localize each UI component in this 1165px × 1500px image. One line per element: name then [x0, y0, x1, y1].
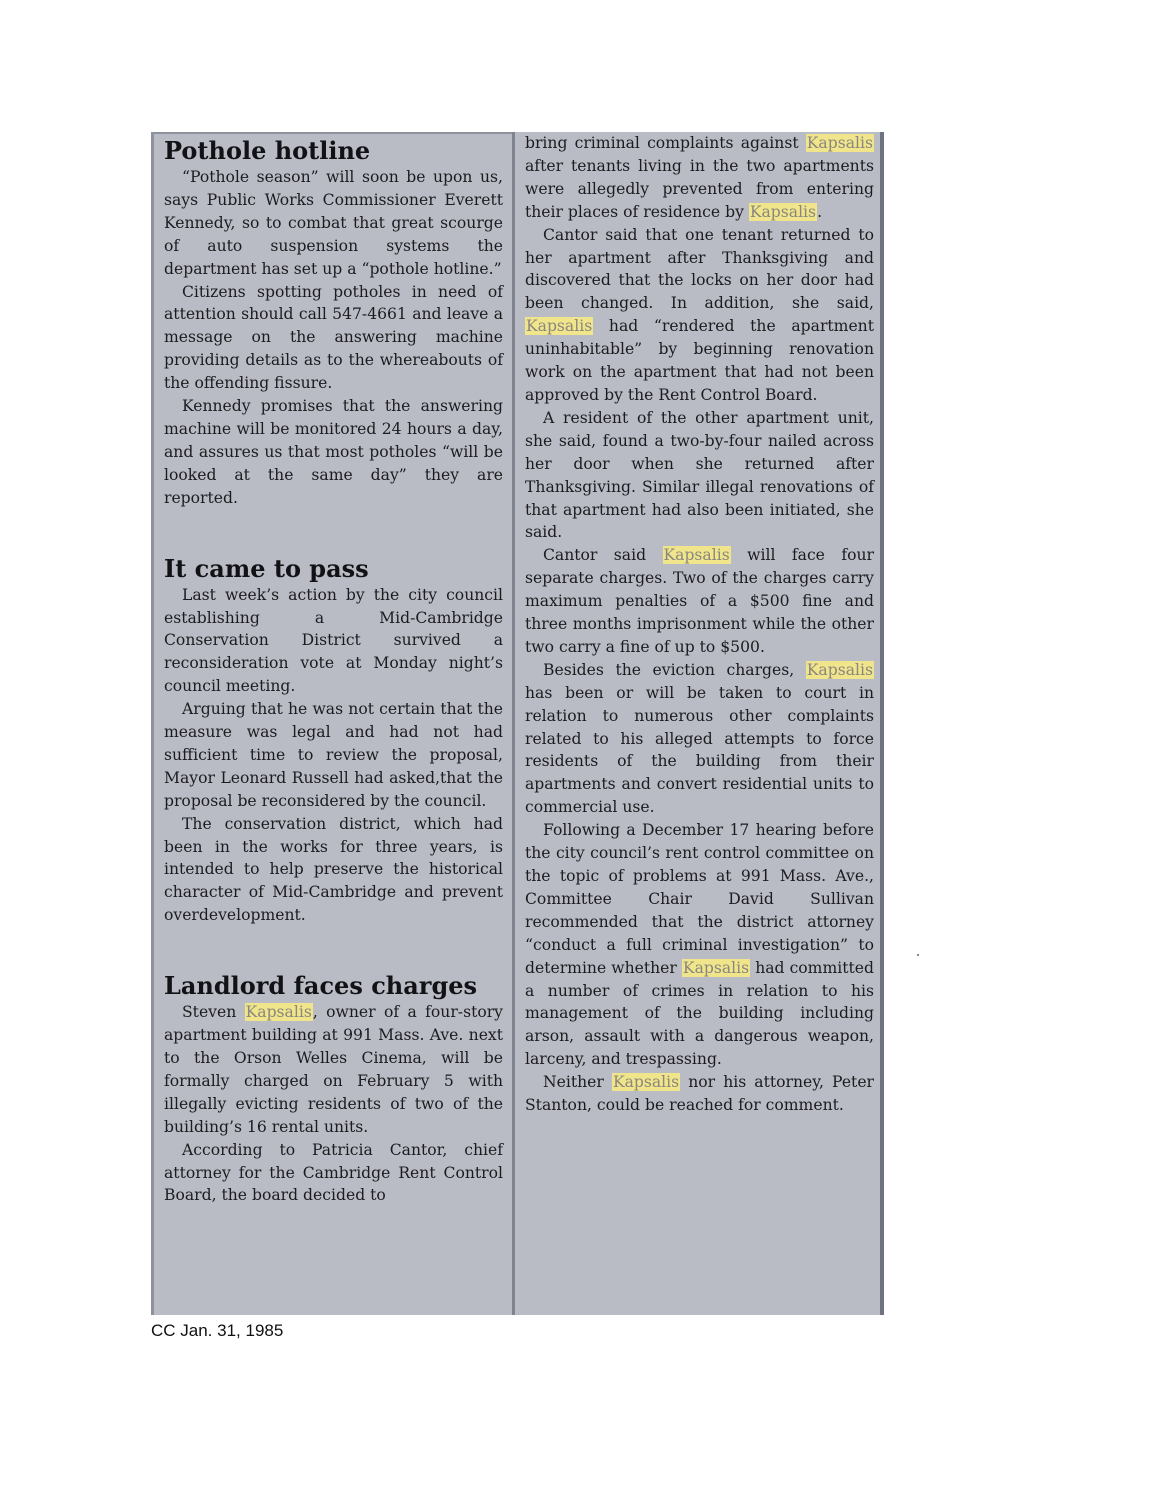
landlord-paragraph-2: According to Patricia Cantor, chief attorney for the Cambridge Rent Control Board, the board decided to — [164, 1140, 503, 1205]
text-span: Besides the eviction charges, — [543, 660, 806, 679]
right-paragraph-7 — [525, 1071, 874, 1117]
newspaper-clipping — [151, 132, 884, 1315]
highlighted-name: Kapsalis — [663, 546, 730, 565]
text-span: nor his attorney, Peter Stanton, could be reached for comment. — [525, 1073, 874, 1115]
landlord-paragraph-1 — [164, 1001, 503, 1138]
text-span: had committed a number of crimes in relation to his management of the building including arson, assault with a dangerous weapon, larceny, and trespassing. — [525, 958, 874, 1069]
text-span: Steven — [182, 1003, 245, 1022]
pass-paragraph-2: Arguing that he was not certain that the measure was legal and had not had sufficient time to review the proposal, Mayor Leonard Russell had asked,that the proposal be reconsidered by the council. — [164, 700, 503, 810]
highlighted-name: Kapsalis — [245, 1003, 312, 1022]
right-paragraph-3: A resident of the other apartment unit, she said, found a two-by-four nailed across her door when she returned after Thanksgiving. Similar illegal renovations of that apartment had also been initiated, she said. — [525, 408, 874, 542]
pass-paragraph-3: The conservation district, which had been in the works for three years, is intended to help preserve the historical character of Mid-Cambridge and prevent overdevelopment. — [164, 814, 503, 925]
pothole-paragraph-3: Kennedy promises that the answering machine will be monitored 24 hours a day, and assures us that most potholes “will be looked at the same day” they are reported. — [164, 397, 503, 507]
text-span: had “rendered the apartment uninhabitable” by beginning renovation work on the apartment that had not been approved by the Rent Control Board. — [525, 317, 874, 404]
landlord-headline: Landlord faces charges — [164, 971, 478, 1001]
right-paragraph-5 — [525, 659, 874, 819]
highlighted-name: Kapsalis — [682, 958, 750, 977]
text-span: after tenants living in the two apartments were allegedly prevented from entering their places of residence by — [525, 156, 874, 221]
highlighted-name: Kapsalis — [749, 202, 817, 221]
highlighted-name: Kapsalis — [612, 1073, 680, 1092]
highlighted-name: Kapsalis — [526, 317, 593, 336]
right-paragraph-4 — [525, 544, 874, 659]
right-paragraph-6 — [525, 819, 874, 1071]
clipping-edge — [880, 132, 884, 1315]
highlighted-name: Kapsalis — [806, 660, 873, 679]
scan-speck — [917, 954, 919, 956]
source-caption: CC Jan. 31, 1985 — [151, 1321, 284, 1340]
pass-paragraph-1: Last week’s action by the city council establishing a Mid-Cambridge Conservation District survived a reconsideration vote at Monday night’s council meeting. — [164, 585, 503, 696]
text-span: Cantor said that one tenant returned to her apartment after Thanksgiving and discovered that the locks on her door had been changed. In addition, she said, — [525, 225, 874, 313]
pass-headline: It came to pass — [164, 553, 369, 583]
text-span: bring criminal complaints against — [525, 134, 806, 152]
text-span: will face four separate charges. Two of the charges carry maximum penalties of a $500 fine and three months imprisonment while the other two carry a fine of up to $500. — [525, 546, 874, 656]
right-paragraph-1 — [525, 132, 874, 224]
pothole-paragraph-1: “Pothole season” will soon be upon us, says Public Works Commissioner Everett Kennedy, so to combat that great scourge of auto suspension systems the department has set up a “pothole hotline.” — [164, 168, 503, 278]
text-span: Following a December 17 hearing before the city council’s rent control committee on the topic of problems at 991 Mass. Ave., Committee Chair David Sullivan recommended that the district attorney “conduct a full criminal investigation” to determine whether — [525, 821, 874, 977]
text-span: has been or will be taken to court in relation to numerous other complaints related to his alleged attempts to force residents of the building from their apartments and convert residential units to commercial use. — [525, 683, 874, 817]
text-span: Neither — [543, 1073, 612, 1092]
right-paragraph-2 — [525, 224, 874, 407]
text-span: , owner of a four-story apartment building at 991 Mass. Ave. next to the Orson Welles Cinema, will be formally charged on February 5 with illegally evicting residents of two of the building’s 16 rental units. — [164, 1003, 503, 1136]
pothole-paragraph-2: Citizens spotting potholes in need of attention should call 547-4661 and leave a message on the answering machine providing details as to the whereabouts of the offending fissure. — [164, 282, 503, 393]
pothole-headline: Pothole hotline — [164, 136, 371, 165]
left-column — [151, 132, 513, 1315]
text-span: . — [817, 202, 823, 221]
right-column — [515, 132, 884, 1315]
highlighted-name: Kapsalis — [806, 134, 873, 152]
text-span: Cantor said — [543, 546, 663, 565]
